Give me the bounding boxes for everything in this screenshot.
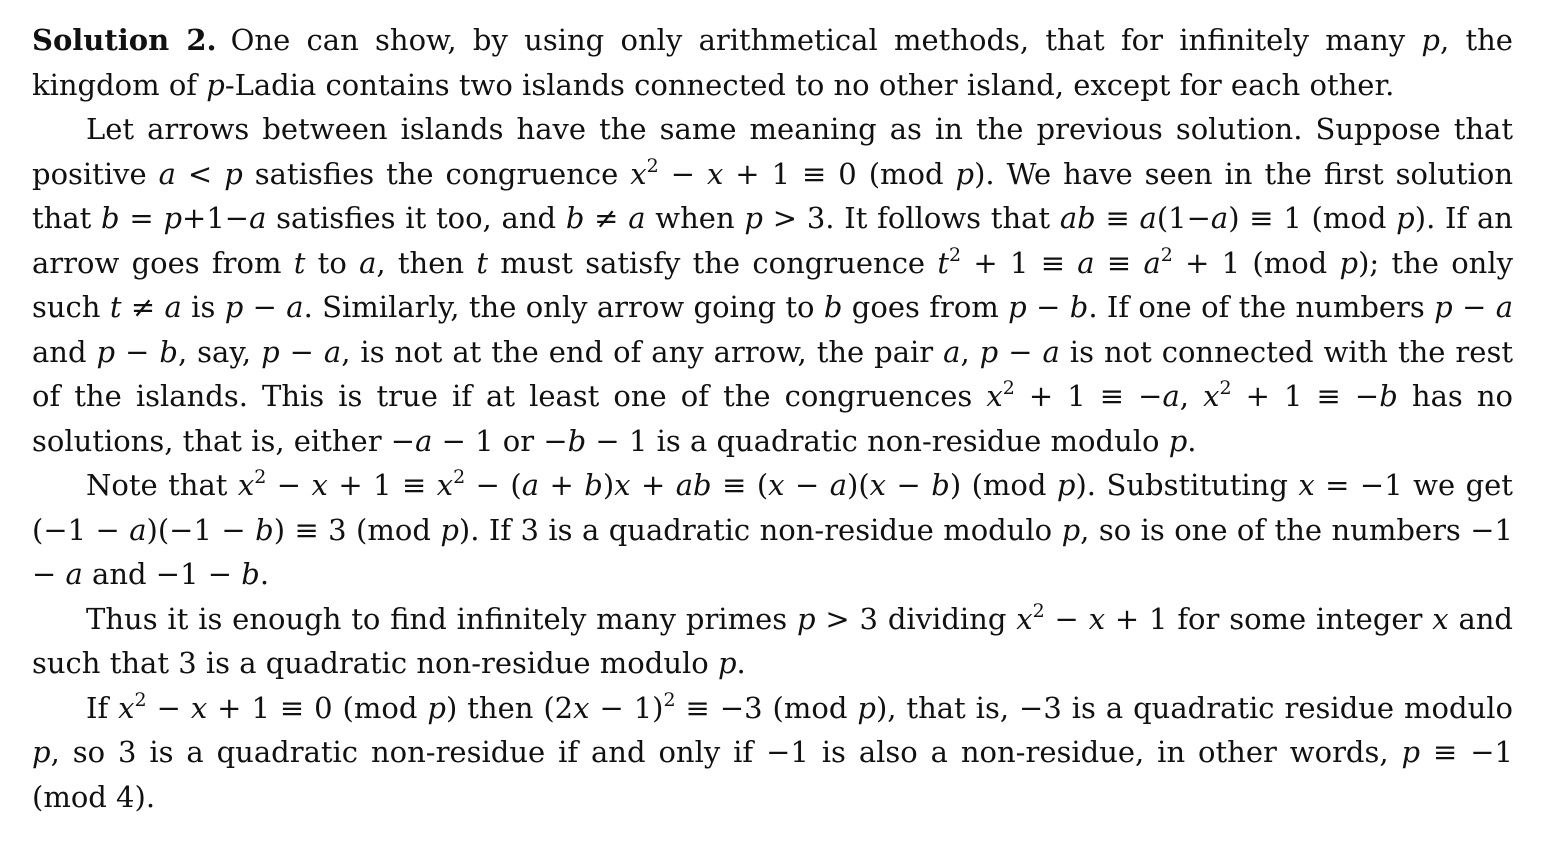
paragraph-3: Note that $x^2 - x + 1 \equiv x^2 - (a + b)x$ + ab ≡ (x − a)(x − b) (mod p). Substituting x = −1 we get (−1 − a)(−1 − b) ≡ 3 (mod p). If 3 is a quadratic non-residue modulo p, so is one of the numbers −1 − a and −1 − b. [32, 466, 1514, 591]
paragraph-4: Thus it is enough to find infinitely many primes p > 3 dividing $x^2 - x + 1$ for some integer x and such that 3 is a quadratic non-residue modulo p. [32, 599, 1513, 680]
document-page [32, 18, 1513, 819]
paragraph-5: If $x^2 - x + 1 \equiv 0$ (mod p) then $(2x - 1)^2 \equiv -3$ (mod p), that is, −3 is a quadratic residue modulo p, so 3 is a quadratic non-residue if and only if −1 is also a non-residue, in other words, p ≡ −1 (mod 4). [32, 688, 1513, 814]
solution-label: Solution 2. [32, 23, 217, 57]
paragraph-2: Let arrows between islands have the same meaning as in the previous solution. Suppose that positive a < p satisfies the congruence $x^2 - x + 1 \equiv 0$ (mod p). We have seen in the first solution that b = p+1−a satisfies it too, and b ≠ a when p > 3. It follows that ab ≡ a(1−a) ≡ 1 (mod p). If an arrow goes from t to a, then t must satisfy the congruence $t^2 + 1 \equiv a \equiv a^2 + 1$ (mod p); the only such t ≠ a is p − a. Similarly, the only arrow going to b goes from p − b. If one of the numbers p − a and p − b, say, p − a, is not at the end of any arrow, the pair a, p − a is not connected with the rest of the islands. This is true if at least one of the congruences $x^2 + 1 \equiv -a$, $x^2 + 1 \equiv -b$ has no solutions, that is, either −a − 1 or −b − 1 is a quadratic non-residue modulo p. [32, 112, 1514, 458]
paragraph-1-body: One can show, by using only arithmetical methods, that for infinitely many p, the kingdom of p-Ladia contains two islands connected to no other island, except for each other. [32, 23, 1513, 102]
paragraph-1 [32, 18, 1513, 107]
